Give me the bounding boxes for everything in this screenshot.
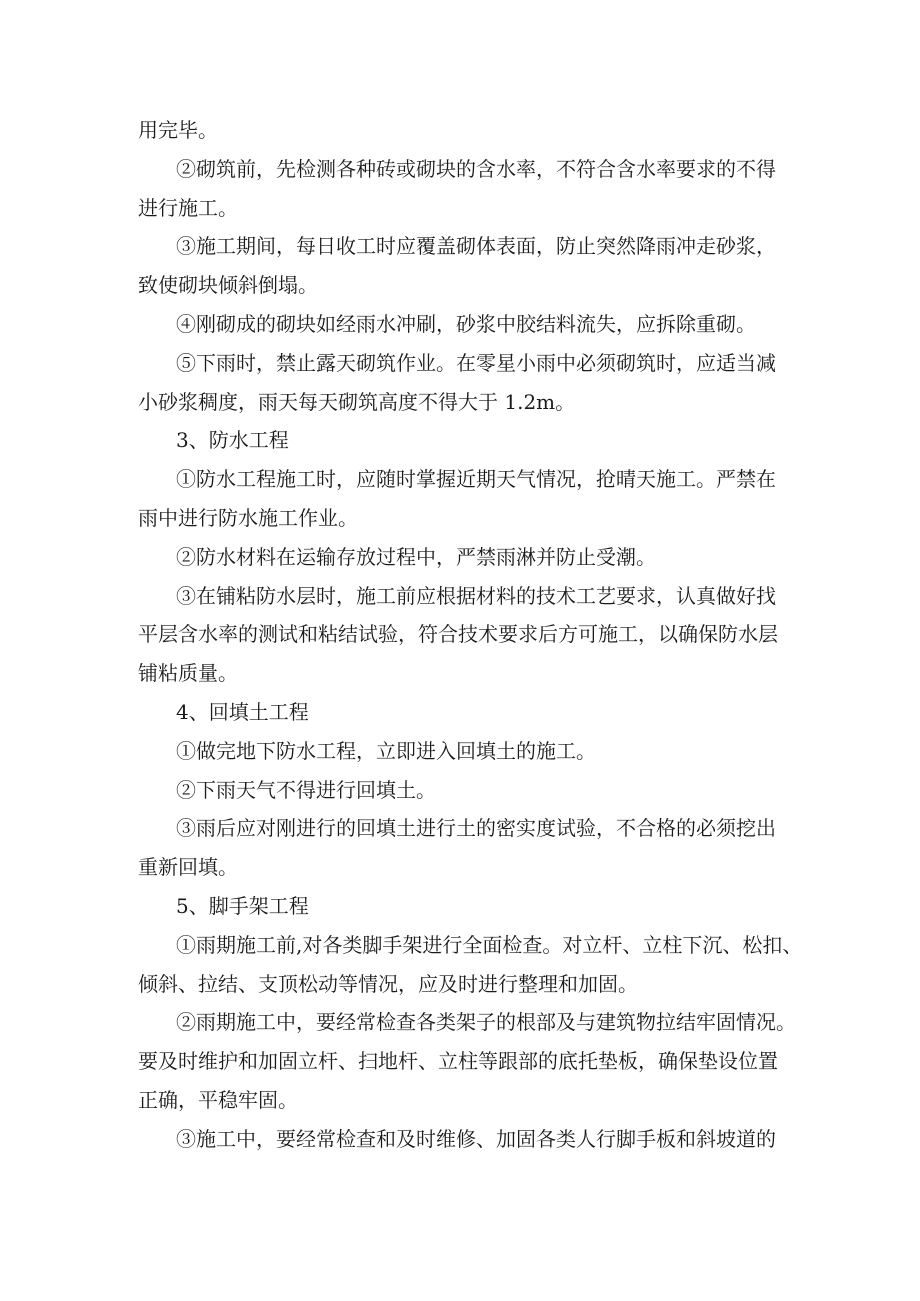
text-line: ③雨后应对刚进行的回填土进行土的密实度试验，不合格的必须挖出 [176, 816, 776, 841]
text-line: 5、脚手架工程 [176, 893, 309, 918]
text-line: 小砂浆稠度，雨天每天砌筑高度不得大于 1.2m。 [138, 389, 576, 414]
text-line: 雨中进行防水施工作业。 [138, 505, 358, 530]
text-line: 要及时维护和加固立杆、扫地杆、立柱等跟部的底托垫板，确保垫设位置 [138, 1049, 778, 1074]
text-line: 正确，平稳牢固。 [138, 1087, 298, 1112]
text-line: ②下雨天气不得进行回填土。 [176, 777, 436, 802]
text-line: 进行施工。 [138, 195, 238, 220]
text-line: ①防水工程施工时，应随时掌握近期天气情况，抢晴天施工。严禁在 [176, 467, 776, 492]
text-line: ②防水材料在运输存放过程中，严禁雨淋并防止受潮。 [176, 544, 656, 569]
text-line: ⑤下雨时，禁止露天砌筑作业。在零星小雨中必须砌筑时，应适当减 [176, 350, 776, 375]
text-line: 铺粘质量。 [138, 661, 238, 686]
text-line: ①做完地下防水工程，立即进入回填土的施工。 [176, 738, 596, 763]
text-line: 4、回填土工程 [176, 699, 309, 724]
text-line: 平层含水率的测试和粘结试验，符合技术要求后方可施工，以确保防水层 [138, 622, 778, 647]
text-line: ②雨期施工中，要经常检查各类架子的根部及与建筑物拉结牢固情况。 [176, 1010, 796, 1035]
text-line: ③在铺粘防水层时，施工前应根据材料的技术工艺要求，认真做好找 [176, 583, 776, 608]
text-line: 3、防水工程 [176, 428, 289, 453]
text-line: 倾斜、拉结、支顶松动等情况，应及时进行整理和加固。 [138, 971, 638, 996]
text-line: ③施工中，要经常检查和及时维修、加固各类人行脚手板和斜坡道的 [176, 1126, 776, 1151]
text-line: ③施工期间，每日收工时应覆盖砌体表面，防止突然降雨冲走砂浆， [176, 234, 776, 259]
text-line: ①雨期施工前,对各类脚手架进行全面检查。对立杆、立柱下沉、松扣、 [176, 932, 803, 957]
document-body [138, 111, 818, 1159]
text-line: ④刚砌成的砌块如经雨水冲刷，砂浆中胶结料流失，应拆除重砌。 [176, 311, 756, 336]
text-line: 致使砌块倾斜倒塌。 [138, 273, 318, 298]
text-line: 用完毕。 [138, 118, 218, 142]
text-line: 重新回填。 [138, 855, 238, 880]
text-line: ②砌筑前，先检测各种砖或砌块的含水率，不符合含水率要求的不得 [176, 156, 776, 181]
